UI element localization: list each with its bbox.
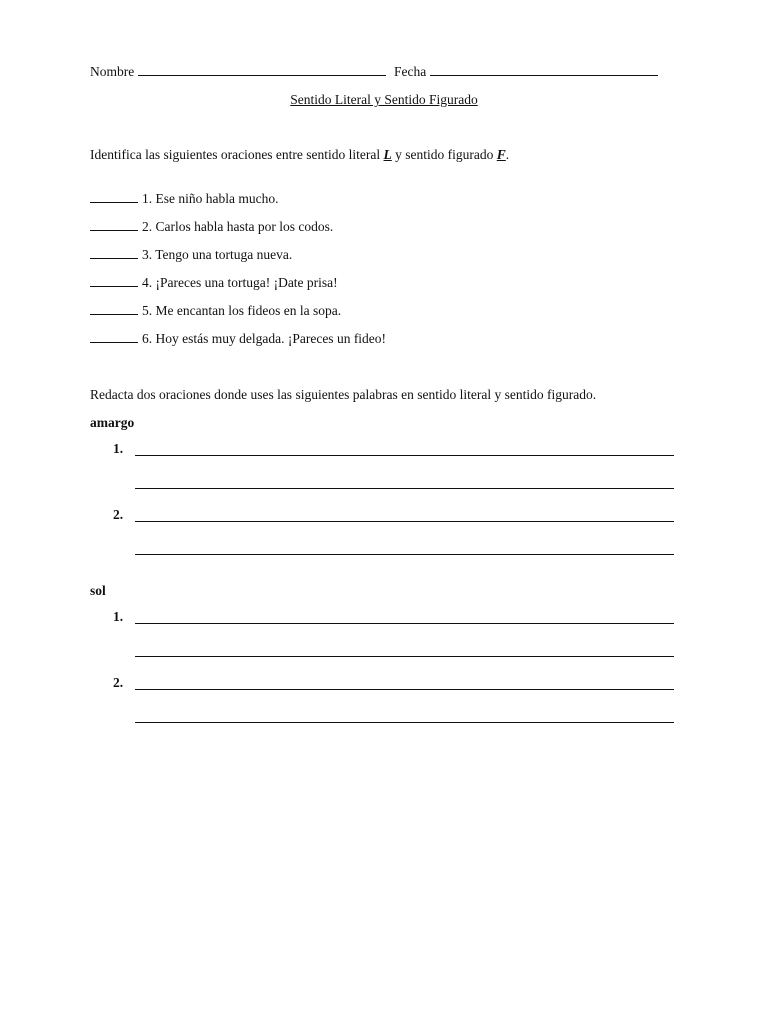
name-blank[interactable] <box>138 63 386 76</box>
sentence-number: 1. <box>113 609 124 624</box>
date-field-row <box>394 63 658 80</box>
instruction-identify-middle: y sentido figurado <box>395 147 494 162</box>
name-label: Nombre <box>90 64 135 79</box>
writing-line[interactable] <box>135 722 674 723</box>
item-text: 6. Hoy estás muy delgada. ¡Pareces un fideo! <box>142 331 387 346</box>
list-item <box>90 274 338 291</box>
writing-line[interactable] <box>135 455 674 456</box>
word-heading-amargo: amargo <box>90 415 135 430</box>
writing-line[interactable] <box>135 689 674 690</box>
list-item <box>90 190 278 207</box>
list-item <box>90 218 333 235</box>
list-item <box>90 330 386 347</box>
literal-letter: L <box>383 147 392 162</box>
writing-line[interactable] <box>135 554 674 555</box>
figurative-letter: F <box>496 147 506 162</box>
list-item <box>90 302 341 319</box>
sentence-number: 2. <box>113 675 124 690</box>
answer-blank[interactable] <box>90 302 138 315</box>
sentence-number: 2. <box>113 507 124 522</box>
item-text: 3. Tengo una tortuga nueva. <box>142 247 293 262</box>
list-item <box>90 246 292 263</box>
word-heading-sol: sol <box>90 583 106 598</box>
answer-blank[interactable] <box>90 246 138 259</box>
sentence-number: 1. <box>113 441 124 456</box>
answer-blank[interactable] <box>90 330 138 343</box>
date-label: Fecha <box>394 64 427 79</box>
answer-blank[interactable] <box>90 190 138 203</box>
item-text: 5. Me encantan los fideos en la sopa. <box>142 303 342 318</box>
writing-line[interactable] <box>135 623 674 624</box>
page-title: Sentido Literal y Sentido Figurado <box>290 92 478 107</box>
item-text: 2. Carlos habla hasta por los codos. <box>142 219 334 234</box>
instruction-identify <box>90 147 509 163</box>
instruction-identify-text: Identifica las siguientes oraciones entre sentido literal <box>90 147 381 162</box>
answer-blank[interactable] <box>90 218 138 231</box>
name-field-row <box>90 63 386 80</box>
instruction-identify-end: . <box>505 147 510 162</box>
instruction-write: Redacta dos oraciones donde uses las siguientes palabras en sentido literal y sentido figurado. <box>90 387 597 402</box>
item-text: 4. ¡Pareces una tortuga! ¡Date prisa! <box>142 275 338 290</box>
writing-line[interactable] <box>135 521 674 522</box>
date-blank[interactable] <box>430 63 658 76</box>
writing-line[interactable] <box>135 656 674 657</box>
writing-line[interactable] <box>135 488 674 489</box>
item-text: 1. Ese niño habla mucho. <box>142 191 279 206</box>
answer-blank[interactable] <box>90 274 138 287</box>
